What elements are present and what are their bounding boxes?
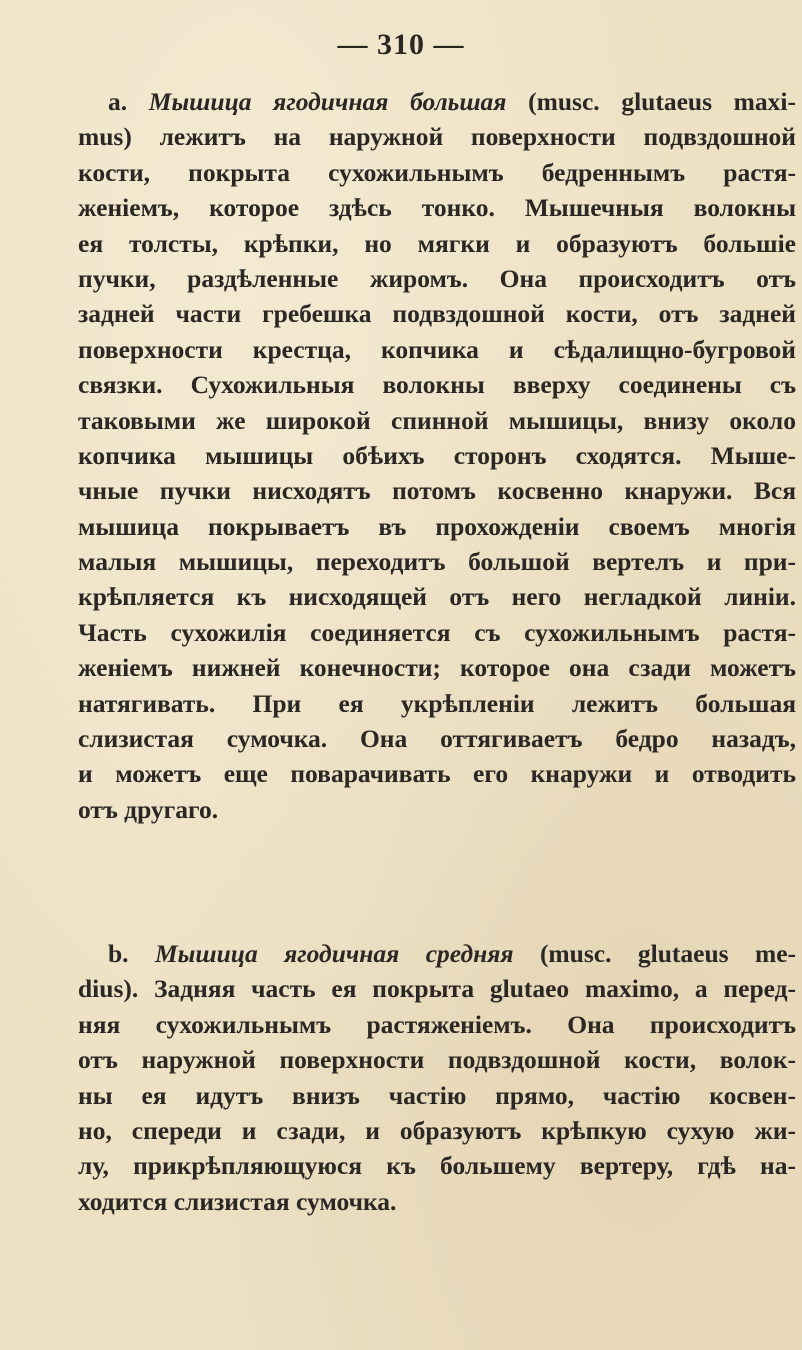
muscle-name: Мышица ягодичная средняя bbox=[154, 939, 514, 968]
text-line bbox=[78, 403, 796, 438]
page-number: — 310 — bbox=[337, 28, 465, 61]
text-line bbox=[78, 1184, 796, 1219]
text-line bbox=[78, 971, 796, 1006]
text-line bbox=[78, 261, 796, 296]
text-line bbox=[78, 332, 796, 367]
text-line bbox=[78, 936, 796, 971]
line-text: копчика мышицы обѣихъ сторонъ сходятся. Мыше- bbox=[78, 440, 796, 470]
text-line bbox=[78, 686, 796, 721]
line-text: и можетъ еще поварачивать его кнаружи и отводить bbox=[78, 759, 796, 789]
text-line bbox=[78, 792, 796, 827]
text-line bbox=[78, 756, 796, 791]
text-line bbox=[78, 155, 796, 190]
text-line bbox=[78, 367, 796, 402]
text-line bbox=[78, 473, 796, 508]
text-line bbox=[78, 615, 796, 650]
line-text: связки. Сухожильныя волокны вверху соединены съ bbox=[78, 370, 796, 400]
line-text: ны ея идутъ внизъ частiю прямо, частiю косвен- bbox=[78, 1080, 796, 1110]
text-line bbox=[78, 544, 796, 579]
line-text: b. bbox=[108, 939, 155, 968]
line-text: отъ другаго. bbox=[78, 794, 219, 824]
text-line bbox=[78, 579, 796, 614]
text-line bbox=[78, 1148, 796, 1183]
line-text: таковыми же широкой спинной мышицы, внизу около bbox=[78, 405, 796, 435]
line-text: натягивать. При ея укрѣпленiи лежитъ большая bbox=[78, 688, 796, 718]
text-line bbox=[78, 650, 796, 685]
muscle-name: Мышица ягодичная большая bbox=[148, 87, 507, 116]
text-line bbox=[78, 119, 796, 154]
text-line bbox=[78, 1007, 796, 1042]
text-line bbox=[78, 190, 796, 225]
line-text: ходится слизистая сумочка. bbox=[78, 1186, 397, 1216]
line-text: слизистая сумочка. Она оттягиваетъ бедро назадъ, bbox=[78, 724, 796, 754]
text-line bbox=[78, 1042, 796, 1077]
line-text: женiемъ, которое здѣсь тонко. Мышечныя волокны bbox=[78, 193, 796, 223]
line-text: отъ наружной поверхности подвздошной кости, волок- bbox=[78, 1045, 796, 1075]
line-text: женiемъ нижней конечности; которое она сзади можетъ bbox=[78, 653, 796, 683]
line-text: Часть сухожилiя соединяется съ сухожильнымъ растя- bbox=[78, 617, 796, 647]
line-text: ея толсты, крѣпки, но мягки и образуютъ большiе bbox=[78, 228, 796, 258]
line-text: няя сухожильнымъ растяженiемъ. Она происходитъ bbox=[78, 1009, 796, 1039]
line-text: (musc. glutaeus me- bbox=[513, 939, 797, 968]
line-text: крѣпляется къ нисходящей отъ него негладкой линiи. bbox=[78, 582, 796, 612]
line-text: малыя мышицы, переходитъ большой вертелъ и при- bbox=[78, 547, 796, 577]
text-line bbox=[78, 296, 796, 331]
line-text: чные пучки нисходятъ потомъ косвенно кнаружи. Вся bbox=[78, 476, 796, 506]
text-line bbox=[78, 438, 796, 473]
paragraph-b bbox=[78, 936, 796, 1219]
text-line bbox=[78, 1078, 796, 1113]
line-text: (musc. glutaeus maxi- bbox=[506, 87, 796, 116]
text-line bbox=[78, 1113, 796, 1148]
text-line bbox=[78, 721, 796, 756]
line-text: a. bbox=[108, 87, 149, 116]
line-text: пучки, раздѣленные жиромъ. Она происходитъ отъ bbox=[78, 263, 796, 293]
text-line bbox=[78, 226, 796, 261]
text-line bbox=[78, 509, 796, 544]
line-text: но, спереди и сзади, и образуютъ крѣпкую сухую жи- bbox=[78, 1115, 796, 1145]
line-text: dius). Задняя часть ея покрыта glutaeo maximo, а перед- bbox=[78, 974, 796, 1004]
line-text: поверхности крестца, копчика и сѣдалищно-бугровой bbox=[78, 334, 796, 364]
line-text: mus) лежитъ на наружной поверхности подвздошной bbox=[78, 122, 796, 152]
paragraph-a bbox=[78, 84, 796, 827]
line-text: мышица покрываетъ въ прохожденiи своемъ многiя bbox=[78, 511, 796, 541]
text-line bbox=[78, 84, 796, 119]
line-text: лу, прикрѣпляющуюся къ большему вертеру, гдѣ на- bbox=[78, 1151, 796, 1181]
line-text: задней части гребешка подвздошной кости, отъ задней bbox=[78, 299, 796, 329]
line-text: кости, покрыта сухожильнымъ бедреннымъ растя- bbox=[78, 157, 796, 187]
